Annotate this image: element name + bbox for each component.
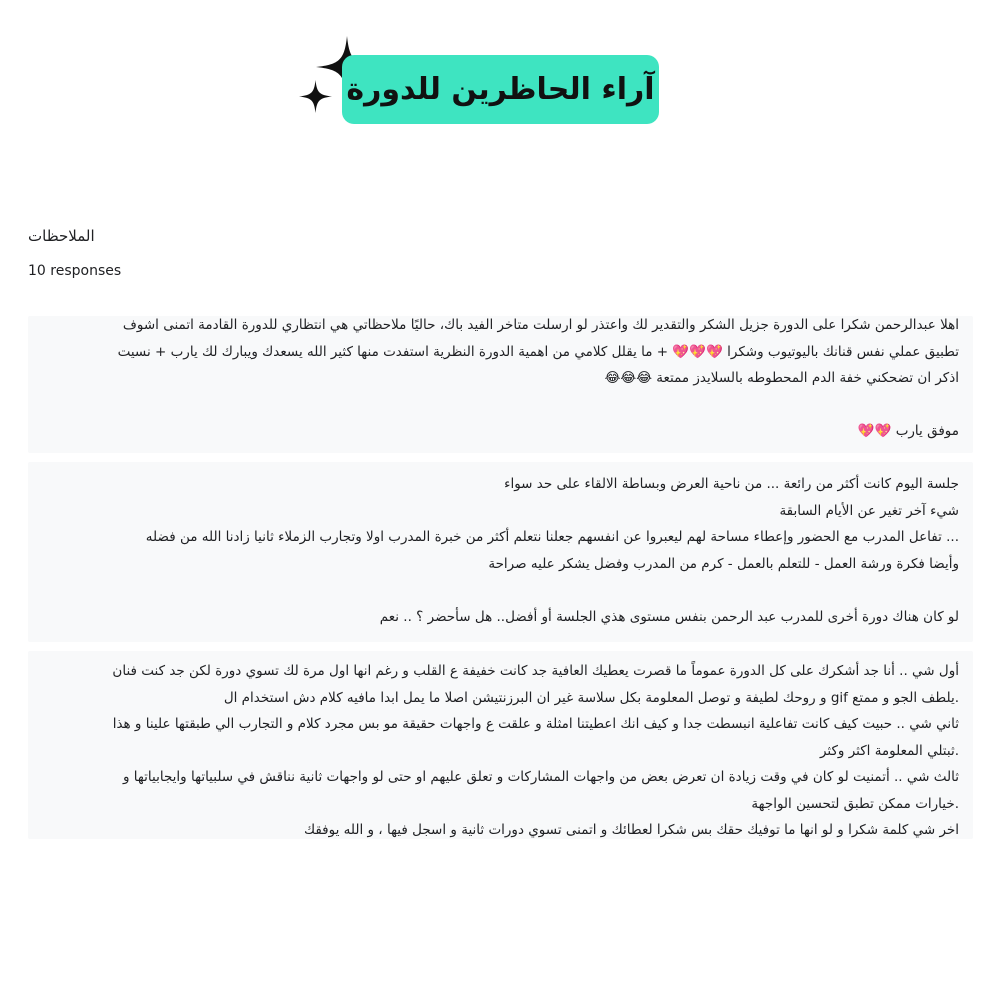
response-card (28, 462, 973, 642)
response-card (28, 651, 973, 839)
response-card (28, 316, 973, 453)
responses-count: 10 responses (28, 263, 122, 279)
sparkle-small-icon (299, 80, 332, 113)
response-text: أول شي .. أنا جد أشكرك على كل الدورة عموماً ما قصرت يعطيك العافية جد كانت خفيفة ع القلب و رغم انها اول مرة لك تسوي دورة لكن جد كنت فنان .يلطف الجو و ممتع gif و روحك لطيفة و توصل المعلومة بكل سلاسة غير ان البرزنتيشن اصلا ما يمل ابدا مافيه كلام دش استخدام ال ثاني شي .. حبيت كيف كانت تفاعلية انبسطت جدا و كيف انك اعطيتنا امثلة و علقت ع واجهات حقيقة مو بس مجرد كلام و التجارب الي طبقتها علينا و هذا .ثبتلي المعلومة اكثر وكثر ثالث شي .. أتمنيت لو كان في وقت زيادة ان تعرض بعض من واجهات المشاركات و تعلق عليهم او حتى لو واجهات ثانية نناقش في سلبياتها وايجابياتها و .خيارات ممكن تطبق لتحسين الواجهة اخر شي كلمة شكرا و لو انها ما توفيك حقك بس شكرا لعطائك و اتمنى تسوي دورات ثانية و اسجل فيها ، و الله يوفقك (112, 663, 959, 838)
page-title: آراء الحاظرين للدورة (346, 72, 655, 107)
question-title: الملاحظات (28, 227, 95, 245)
response-text: اهلا عبدالرحمن شكرا على الدورة جزيل الشكر والتقدير لك واعتذر لو ارسلت متاخر الفيد باك، حاليًا ملاحظاتي هي انتظاري للدورة القادمة اتمنى اشوف تطبيق عملي نفس قنانك باليوتيوب وشكرا 💖💖💖 + ما يقلل كلامي من اهمية الدورة النظرية استفدت منها كثير الله يسعدك ويبارك لك يارب + نسيت اذكر ان تضحكني خفة الدم المحطوطه بالسلايدز ممتعة 😂😂😂 موفق يارب 💖💖 (117, 317, 959, 439)
title-banner (342, 55, 659, 124)
response-text: جلسة اليوم كانت أكثر من رائعة ... من ناحية العرض وبساطة الالقاء على حد سواء شيء آخر تغير عن الأيام السابقة ... تفاعل المدرب مع الحضور وإعطاء مساحة لهم ليعبروا عن انفسهم جعلنا نتعلم أكثر من خبرة المدرب اولا وتجارب الزملاء ثانيا زادنا الله من فضله وأيضا فكرة ورشة العمل - للتعلم بالعمل - كرم من المدرب وفضل يشكر عليه صراحة لو كان هناك دورة أخرى للمدرب عبد الرحمن بنفس مستوى هذي الجلسة أو أفضل.. هل سأحضر ؟ .. نعم (145, 476, 959, 625)
